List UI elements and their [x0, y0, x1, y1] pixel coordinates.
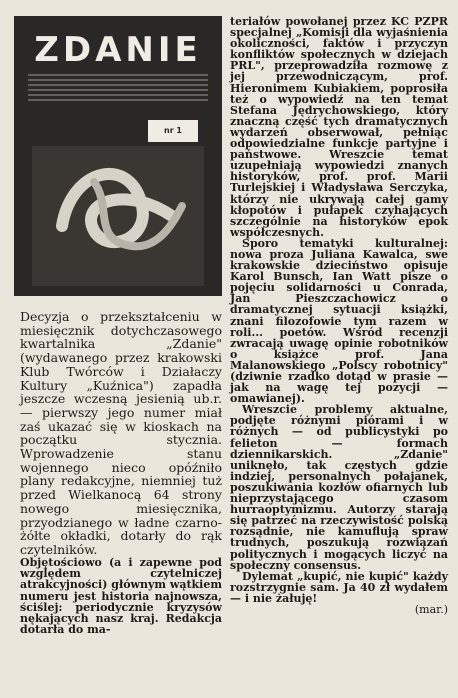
article-left-column: [20, 310, 222, 636]
article-paragraph-history: Objętościowo (a i zapewne pod względem czytelniczej atrakcyjności) głównym wątkiem numeru jest historia najnowsza, ściślej: periodycznie kryzysów nękających nasz kraj. Redakcja dotarła do ma-: [20, 555, 222, 637]
article-paragraph-current-problems: Wreszcie problemy aktualne, podjęte różnymi piórami i w różnych — od publicystyki po felieton — formach dziennikarskich. „Zdanie" uniknęło, tak częstych gdzie indziej, personalnych połajanek, poszukiwania kozłów ofiarnych lub nieprzystającego czasom hurraoptymizmu. Autorzy starają się patrzeć na rzeczywistość polską rozsądnie, nie kamuflują spraw trudnych, poszukują rozwiązań politycznych i mogących liczyć na społeczny consensus.: [230, 403, 448, 572]
article-paragraph-dilemma: Dylemat „kupić, nie kupić" każdy rozstrzygnie sam. Ja 40 zł wydałem — i nie żałuję!: [230, 569, 448, 605]
article-paragraph-culture: Sporo tematyki kulturalnej: nowa proza Juliana Kawalca, swe krakowskie dzieciństwo opisuje Karol Bunsch, Ian Watt pisze o pojęciu solidarności u Conrada, Jan Pieszczachowicz o dramatycznej sytuacji książki, znani filozofowie tym razem w roli... poetów. Wśród recenzji zwracają uwagę opinie robotników o książce prof. Jana Malanowskiego „Polscy robotnicy" (dziwnie rzadko dotąd w prasie — jak na wagę tej pozycji — omawianej).: [230, 236, 448, 406]
cover-issue-label: nr 1: [148, 120, 198, 142]
magazine-cover: [14, 16, 222, 296]
cover-knot-image: [32, 146, 204, 286]
cover-contents-lines: [22, 74, 214, 101]
article-paragraph-intro: Decyzja o przekształceniu w miesięcznik dotychczasowego kwartalnika „Zdanie" (wydawanego przez krakowski Klub Twórców i Działaczy Kultury „Kuźnica") zapadła jeszcze wczesną jesienią ub.r. — pierwszy jego numer miał zaś ukazać się w kioskach na początku stycznia. Wprowadzenie stanu wojennego nieco opóźniło plany redakcyjne, niemniej tuż przed Wielkanocą 64 strony nowego miesięcznika, przyodzianego w ładne czarno-żółte okładki, dotarły do rąk czytelników.: [20, 309, 222, 557]
knot-illustration: [32, 146, 204, 286]
cover-title: ZDANIE: [34, 30, 202, 70]
article-paragraph-materials: teriałów powołanej przez KC PZPR specjalnej „Komisji dla wyjaśnienia okoliczności, faktów i przyczyn konfliktów społecznych w dziejach PRL", przeprowadziła rozmowę z jej przewodniczącym, prof. Hieronimem Kubiakiem, poprosiła też o wypowiedź na ten temat Stefana Jędrychowskiego, który znaczną część tych dramatycznych wydarzeń obserwował, pełniąc odpowiedzialne funkcje partyjne i państwowe. Wreszcie temat uzupełniają wypowiedzi znanych historyków, prof. prof. Marii Turlejskiej i Władysława Serczyka, którzy nie ukrywają całej gamy kłopotów i pułapek czyhających szczególnie na historyków epok współczesnych.: [230, 15, 448, 239]
article-signature: (mar.): [414, 602, 448, 616]
article-right-column: [230, 16, 448, 615]
